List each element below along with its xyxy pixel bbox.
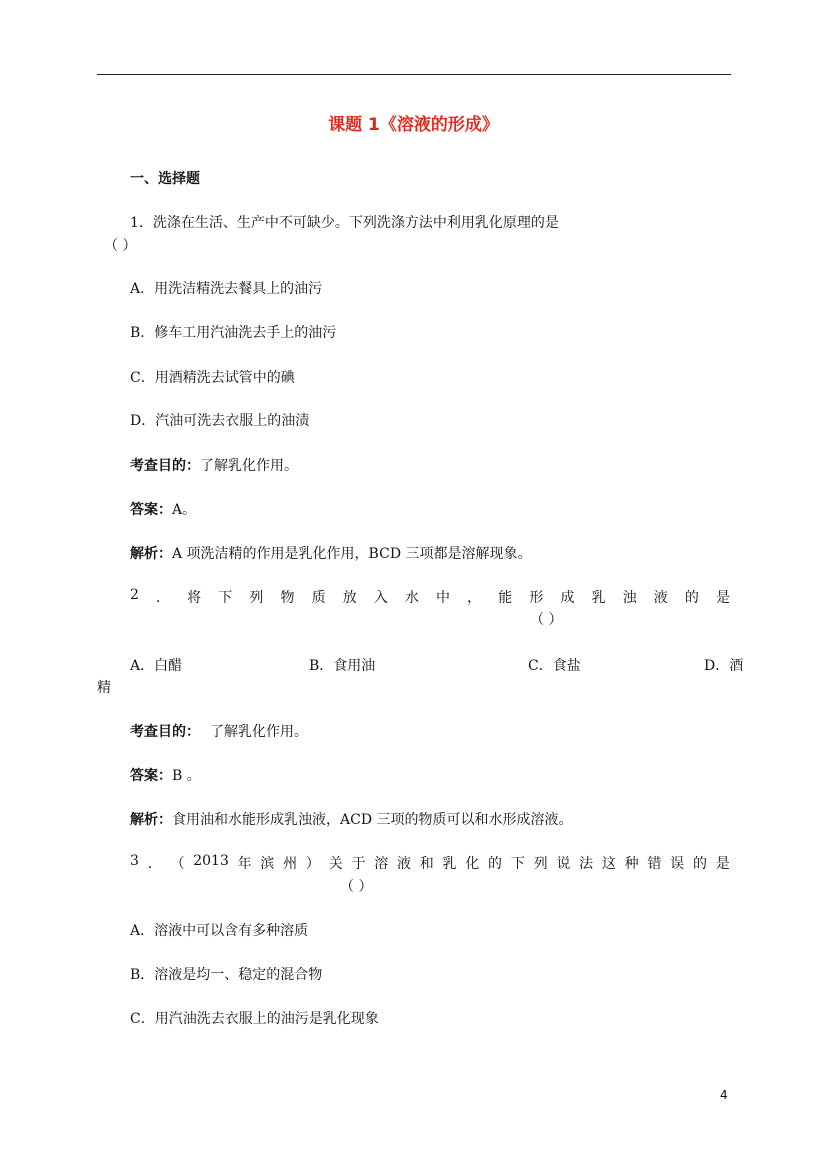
purpose-text: 了解乳化作用。 <box>200 458 298 474</box>
question-1-answer-blank: （ ） <box>104 238 137 254</box>
stem-char: 入 <box>373 590 388 606</box>
stem-char: （ <box>170 856 185 872</box>
stem-char: ， <box>467 590 482 606</box>
stem-char: ） <box>305 856 320 872</box>
stem-char: 放 <box>342 590 357 606</box>
stem-char: 滨 <box>260 856 275 872</box>
page-title: 课题 1《溶液的形成》 <box>328 115 499 135</box>
stem-char: 列 <box>533 856 548 872</box>
question-2-answer-blank: （ ） <box>530 612 563 628</box>
stem-char: 3 <box>130 853 139 869</box>
stem-char: 是 <box>716 590 730 606</box>
purpose-label: 考查目的： <box>130 458 200 474</box>
stem-char: 形 <box>529 590 544 606</box>
purpose-text: 了解乳化作用。 <box>210 724 308 740</box>
answer-text: B 。 <box>172 768 201 784</box>
analysis-label: 解析： <box>130 812 172 828</box>
question-2-option-c: C．食盐 <box>528 658 581 674</box>
question-1-option-d: D．汽油可洗去衣服上的油渍 <box>130 413 310 429</box>
header-rule <box>97 74 731 75</box>
question-1-purpose <box>130 455 298 475</box>
question-1-analysis <box>130 543 532 563</box>
stem-char: 的 <box>488 856 503 872</box>
stem-char: 能 <box>498 590 513 606</box>
stem-char: 2 <box>130 587 139 603</box>
stem-char: 年 <box>237 856 252 872</box>
question-1-stem: 1．洗涤在生活、生产中不可缺少。下列洗涤方法中利用乳化原理的是 <box>130 215 559 231</box>
stem-char: 这 <box>601 856 616 872</box>
stem-char: 乳 <box>591 590 606 606</box>
answer-label: 答案： <box>130 768 172 784</box>
stem-char: 法 <box>579 856 594 872</box>
stem-char: 列 <box>249 590 264 606</box>
stem-char: 化 <box>465 856 480 872</box>
page-number: 4 <box>720 1088 728 1102</box>
answer-text: A。 <box>172 502 197 518</box>
stem-char: 浊 <box>622 590 637 606</box>
stem-char: 将 <box>187 590 202 606</box>
question-3-option-b: B．溶液是均一、稳定的混合物 <box>130 967 323 983</box>
question-3-stem <box>130 853 730 873</box>
stem-char: 物 <box>280 590 295 606</box>
analysis-label: 解析： <box>130 546 172 562</box>
stem-char: 溶 <box>374 856 389 872</box>
stem-char: 关 <box>328 856 343 872</box>
stem-char: 的 <box>692 856 707 872</box>
purpose-label: 考查目的： <box>130 724 200 740</box>
question-1-option-a: A．用洗洁精洗去餐具上的油污 <box>130 281 323 297</box>
stem-char: 误 <box>670 856 685 872</box>
question-2-stem <box>130 587 730 607</box>
question-1-answer <box>130 499 196 519</box>
stem-char: 乳 <box>442 856 457 872</box>
question-1-option-c: C．用酒精洗去试管中的碘 <box>130 370 295 386</box>
question-2-answer <box>130 765 201 785</box>
question-2-option-a: A．白醋 <box>130 658 183 674</box>
answer-label: 答案： <box>130 502 172 518</box>
stem-char: 是 <box>715 856 730 872</box>
stem-char: 水 <box>404 590 419 606</box>
question-2-purpose <box>130 721 308 741</box>
stem-char: 下 <box>218 590 233 606</box>
stem-char: ． <box>156 590 171 606</box>
stem-char: 液 <box>653 590 668 606</box>
question-2-option-d-wrap: 精 <box>97 680 111 696</box>
question-3-option-a: A．溶液中可以含有多种溶质 <box>130 923 309 939</box>
stem-char: 州 <box>283 856 298 872</box>
question-3-answer-blank: （ ） <box>340 879 373 895</box>
section-heading: 一、选择题 <box>130 171 200 187</box>
stem-char: 成 <box>560 590 575 606</box>
stem-char: ． <box>147 856 162 872</box>
question-2-option-b: B．食用油 <box>309 658 376 674</box>
stem-char: 质 <box>311 590 326 606</box>
question-2-analysis <box>130 809 573 829</box>
stem-char: 的 <box>684 590 699 606</box>
analysis-text: 食用油和水能形成乳浊液，ACD 三项的物质可以和水形成溶液。 <box>172 812 573 828</box>
analysis-text: A 项洗洁精的作用是乳化作用，BCD 三项都是溶解现象。 <box>172 546 532 562</box>
question-1-option-b: B．修车工用汽油洗去手上的油污 <box>130 325 337 341</box>
stem-char: 2013 <box>193 853 229 869</box>
stem-char: 液 <box>396 856 411 872</box>
stem-char: 于 <box>351 856 366 872</box>
stem-char: 错 <box>647 856 662 872</box>
stem-char: 和 <box>419 856 434 872</box>
question-3-option-c: C．用汽油洗去衣服上的油污是乳化现象 <box>130 1011 379 1027</box>
stem-char: 下 <box>510 856 525 872</box>
question-2-option-d: D．酒 <box>704 658 744 674</box>
stem-char: 中 <box>436 590 451 606</box>
stem-char: 种 <box>624 856 639 872</box>
stem-char: 说 <box>556 856 571 872</box>
